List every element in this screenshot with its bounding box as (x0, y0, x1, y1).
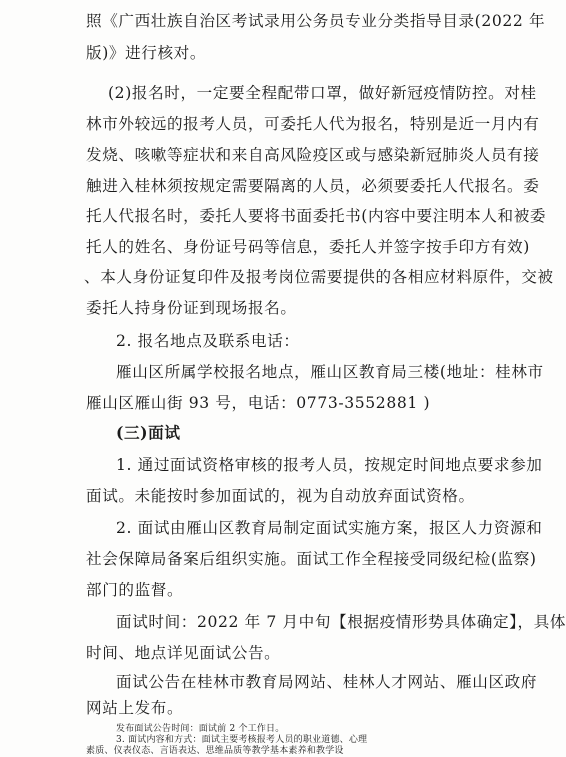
text-line-17: 2. 面试由雁山区教育局制定面试实施方案，报区人力资源和 (116, 519, 543, 537)
text-line-22: 面试公告在桂林市教育局网站、桂林人才网站、雁山区政府 (116, 673, 538, 691)
text-line-1: 照《广西壮族自治区考试录用公务员专业分类指导目录(2022 年 (86, 12, 546, 30)
text-line-18: 社会保障局备案后组织实施。面试工作全程接受同级纪检(监察) (86, 550, 537, 568)
text-line-13: 雁山区雁山街 93 号，电话：0773-3552881 ) (86, 394, 431, 412)
text-line-2: 版)》进行核对。 (86, 44, 207, 62)
text-line-11: 2. 报名地点及联系电话： (116, 332, 300, 350)
text-line-5: 发烧、咳嗽等症状和来自高风险疫区或与感染新冠肺炎人员有接 (86, 146, 540, 164)
text-line-12: 雁山区所属学校报名地点，雁山区教育局三楼(地址：桂林市 (116, 363, 544, 381)
text-line-9: 、本人身份证复印件及报考岗位需要提供的各相应材料原件，交被 (84, 268, 554, 286)
text-line-3: (2)报名时，一定要全程配带口罩，做好新冠疫情防控。对桂 (108, 84, 537, 102)
text-line-8: 托人的姓名、身份证号码等信息，委托人并签字按手印方有效) (86, 238, 530, 256)
section-heading-interview: (三)面试 (116, 423, 181, 442)
text-line-26: 素质、仪表仪态、言语表达、思维品质等教学基本素养和教学设 (86, 746, 344, 756)
text-line-21: 时间、地点详见面试公告。 (86, 644, 281, 662)
text-line-24: 发布面试公告时间：面试前 2 个工作日。 (116, 724, 285, 734)
text-line-16: 面试。未能按时参加面试的，视为自动放弃面试资格。 (86, 487, 475, 505)
text-line-23: 网站上发布。 (86, 699, 184, 717)
text-line-10: 委托人持身份证到现场报名。 (86, 299, 297, 317)
text-line-6: 触进入桂林须按规定需要隔离的人员，必须要委托人代报名。委 (86, 177, 540, 195)
text-line-20: 面试时间：2022 年 7 月中旬【根据疫情形势具体确定】，具体 (116, 613, 566, 631)
text-line-19: 部门的监督。 (86, 581, 184, 599)
text-line-4: 林市外较远的报考人员，可委托人代为报名，特别是近一月内有 (86, 115, 540, 133)
text-line-25: 3. 面试内容和方式：面试主要考核报考人员的职业道德、心理 (116, 735, 368, 745)
text-line-15: 1. 通过面试资格审核的报考人员，按规定时间地点要求参加 (116, 456, 543, 474)
text-line-7: 托人代报名时，委托人要将书面委托书(内容中要注明本人和被委 (86, 207, 547, 225)
